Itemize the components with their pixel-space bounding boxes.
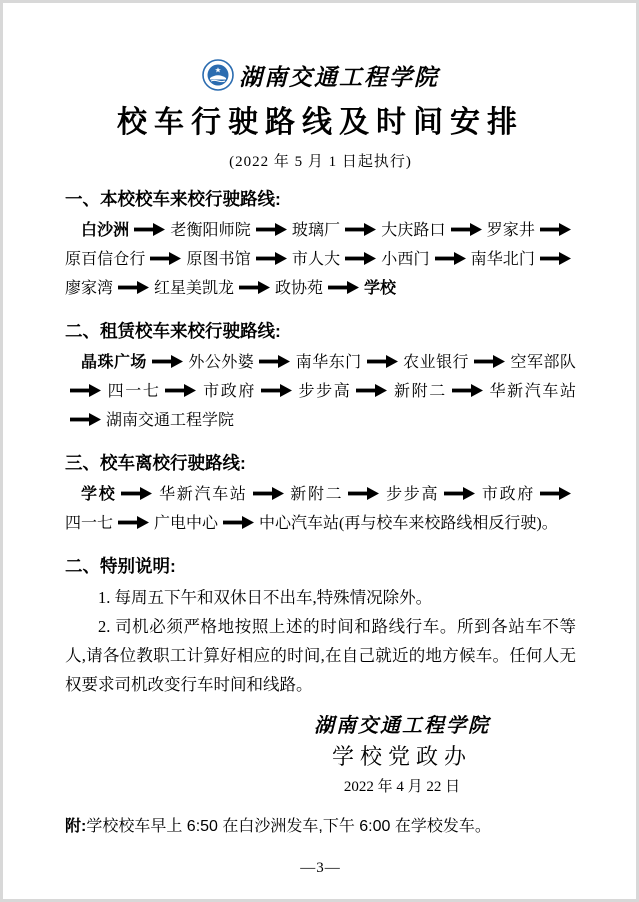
route-arrow-icon (150, 252, 181, 265)
route-arrow-icon (348, 487, 379, 500)
route-arrow-icon (345, 223, 376, 236)
route-stop: 晶珠广场 (81, 354, 147, 371)
route-arrow-icon (256, 223, 287, 236)
route-stop: 华新汽车站 (487, 383, 576, 400)
route-stop: 学校 (364, 280, 397, 297)
route-rented-bus (65, 348, 576, 435)
route-stop: 湖南交通工程学院 (106, 412, 235, 429)
signature-date: 2022 年 4 月 22 日 (343, 779, 461, 795)
document-header (65, 58, 576, 92)
route-tail-note: (再与校车来校路线相反行驶)。 (339, 515, 558, 532)
route-stop: 白沙洲 (81, 222, 130, 239)
route-arrow-icon (118, 516, 149, 529)
route-stop: 四一七 (65, 515, 114, 532)
route-stop: 新附二 (392, 383, 447, 400)
route-arrow-icon (118, 281, 149, 294)
route-arrow-icon (259, 355, 290, 368)
route-stop: 原图书馆 (186, 251, 251, 268)
route-stop: 市政府 (480, 486, 535, 503)
section-heading-rented-bus: 二、租赁校车来校行驶路线: (65, 321, 281, 341)
route-stop: 市人大 (291, 251, 341, 268)
page-title: 校车行驶路线及时间安排 (117, 106, 524, 139)
attachment-text: 学校校车早上 6:50 在白沙洲发车,下午 6:00 在学校发车。 (86, 818, 491, 835)
signature-org: 湖南交通工程学院 (314, 715, 490, 737)
route-arrow-icon (256, 252, 287, 265)
school-name: 湖南交通工程学院 (239, 64, 439, 90)
special-note-1: 1. 每周五下午和双休日不出车,特殊情况除外。 (98, 588, 433, 607)
route-arrow-icon (121, 487, 152, 500)
route-departure (65, 480, 576, 538)
route-stop: 小西门 (381, 251, 430, 268)
route-stop: 市政府 (201, 383, 256, 400)
route-stop: 南华北门 (470, 251, 535, 268)
route-arrow-icon (435, 252, 466, 265)
route-arrow-icon (152, 355, 183, 368)
signature-office: 学校党政办 (331, 744, 472, 769)
route-stop: 大庆路口 (381, 222, 446, 239)
route-arrow-icon (367, 355, 398, 368)
route-arrow-icon (70, 384, 101, 397)
route-arrow-icon (540, 252, 571, 265)
route-stop: 四一七 (106, 383, 161, 400)
special-note-2: 2. 司机必须严格地按照上述的时间和路线行车。所到各站车不等人,请各位教职工计算好相应的时间,在自己就近的地方候车。任何人无权要求司机改变行车时间和线路。 (65, 617, 576, 694)
route-arrow-icon (134, 223, 165, 236)
route-stop: 新附二 (288, 486, 344, 503)
attachment-label: 附: (65, 818, 87, 835)
route-stop: 外公外婆 (187, 354, 255, 371)
route-stop: 老衡阳师院 (170, 222, 251, 239)
effective-date-subtitle: (2022 年 5 月 1 日起执行) (229, 154, 412, 170)
route-stop: 步步高 (296, 383, 352, 400)
route-arrow-icon (328, 281, 359, 294)
route-stop: 空军部队 (510, 354, 576, 371)
route-arrow-icon (451, 223, 482, 236)
route-arrow-icon (165, 384, 196, 397)
route-arrow-icon (70, 413, 101, 426)
route-stop: 农业银行 (402, 354, 470, 371)
route-own-bus (65, 216, 576, 303)
page-number: —3— (300, 860, 341, 876)
attachment-note (65, 813, 576, 836)
route-stop: 广电中心 (154, 515, 219, 532)
route-stop: 原百信仓行 (65, 251, 146, 268)
route-arrow-icon (474, 355, 505, 368)
route-arrow-icon (223, 516, 254, 529)
route-arrow-icon (452, 384, 483, 397)
signature-block (272, 711, 532, 801)
route-arrow-icon (261, 384, 292, 397)
route-arrow-icon (444, 487, 475, 500)
route-stop: 中心汽车站 (259, 515, 340, 532)
school-logo-icon (202, 59, 234, 91)
section-heading-own-bus: 一、本校校车来校行驶路线: (65, 189, 281, 209)
route-stop: 廖家湾 (65, 280, 114, 297)
section-heading-special-notes: 二、特别说明: (65, 556, 176, 576)
route-stop: 南华东门 (295, 354, 362, 371)
route-arrow-icon (253, 487, 284, 500)
route-stop: 红星美凯龙 (154, 280, 235, 297)
route-arrow-icon (239, 281, 270, 294)
route-arrow-icon (356, 384, 387, 397)
section-heading-departure: 三、校车离校行驶路线: (65, 453, 246, 473)
route-stop: 学校 (81, 486, 117, 503)
route-stop: 政协苑 (275, 280, 324, 297)
route-stop: 玻璃厂 (291, 222, 341, 239)
route-stop: 步步高 (384, 486, 440, 503)
route-arrow-icon (540, 487, 571, 500)
route-stop: 华新汽车站 (157, 486, 248, 503)
route-arrow-icon (540, 223, 571, 236)
route-arrow-icon (345, 252, 376, 265)
route-stop: 罗家井 (486, 222, 535, 239)
